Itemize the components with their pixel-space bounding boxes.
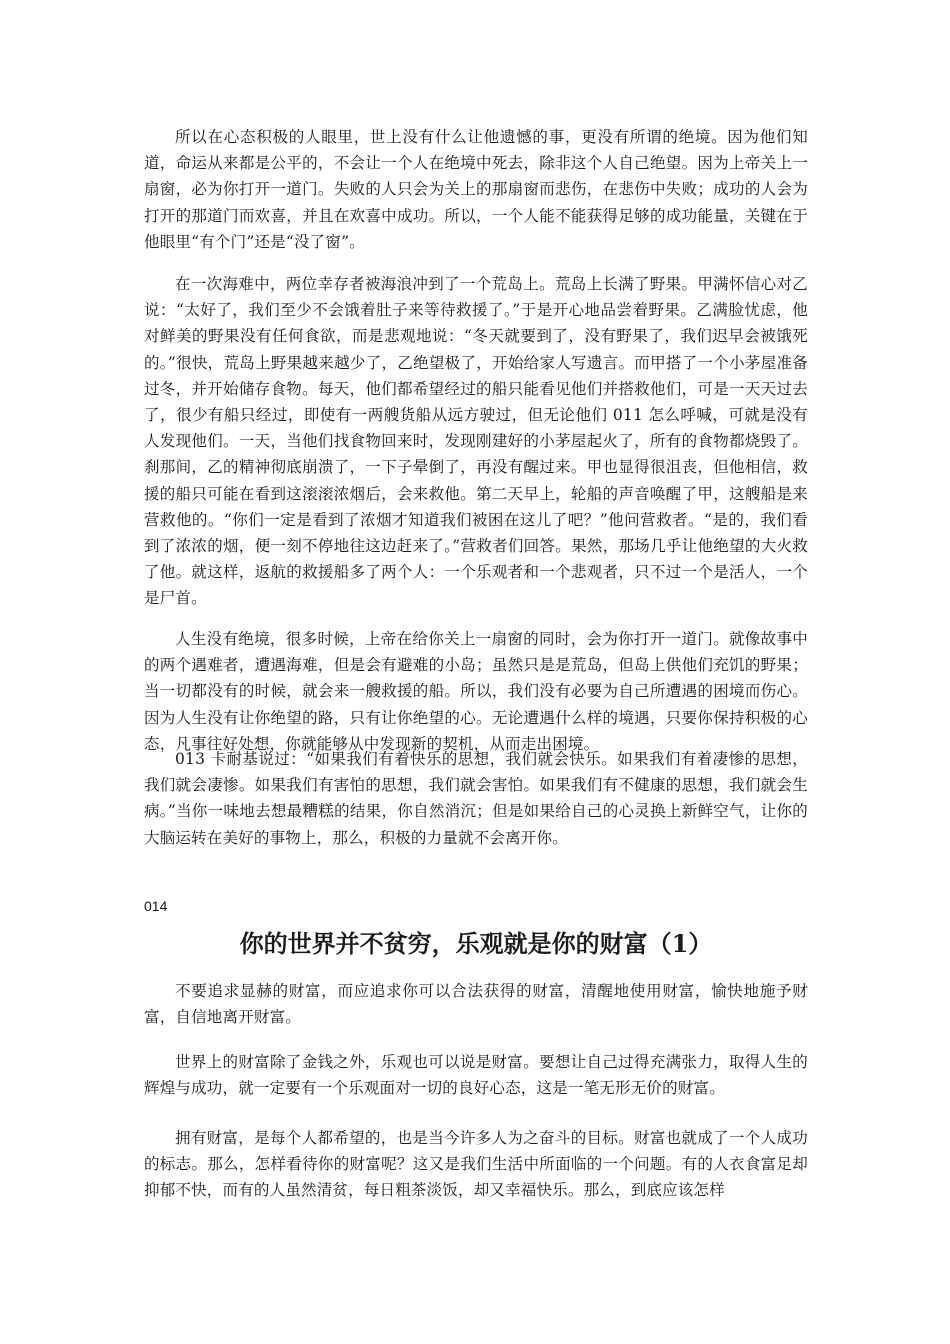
paragraph-carnegie-quote: 013 卡耐基说过：“如果我们有着快乐的思想，我们就会快乐。如果我们有着凄惨的思想，我们就会凄惨。如果我们有害怕的思想，我们就会害怕。如果我们有不健康的思想，我们就会生病。”当你一味地去想最糟糕的结果，你自然消沉；但是如果给自己的心灵换上新鲜空气，让你的大脑运转在美好的事物上，那么，积极的力量就不会离开你。 bbox=[144, 750, 808, 847]
section-heading: 你的世界并不贫穷，乐观就是你的财富（1） bbox=[239, 929, 713, 958]
paragraph-optimism-wealth: 世界上的财富除了金钱之外，乐观也可以说是财富。要想让自己过得充满张力，取得人生的辉煌与成功，就一定要有一个乐观面对一切的良好心态，这是一笔无形无价的财富。 bbox=[144, 1053, 808, 1098]
paragraph-having-wealth: 拥有财富，是每个人都希望的，也是当今许多人为之奋斗的目标。财富也就成了一个人成功的标志。那么，怎样看待你的财富呢？这又是我们生活中所面临的一个问题。有的人衣食富足却抑郁不快，而有的人虽然清贫，每日粗茶淡饭，却又幸福快乐。那么，到底应该怎样 bbox=[144, 1129, 808, 1200]
paragraph-mindset: 所以在心态积极的人眼里，世上没有什么让他遗憾的事，更没有所谓的绝境。因为他们知道，命运从来都是公平的，不会让一个人在绝境中死去，除非这个人自己绝望。因为上帝关上一扇窗，必为你打开一道门。失败的人只会为关上的那扇窗而悲伤，在悲伤中失败；成功的人会为打开的那道门而欢喜，并且在欢喜中成功。所以，一个人能不能获得足够的成功能量，关键在于他眼里“有个门”还是“没了窗”。 bbox=[144, 128, 808, 251]
paragraph-wealth-quote: 不要追求显赫的财富，而应追求你可以合法获得的财富，清醒地使用财富，愉快地施予财富，自信地离开财富。 bbox=[144, 982, 808, 1027]
page-number: 014 bbox=[144, 898, 168, 914]
paragraph-no-dead-end: 人生没有绝境，很多时候，上帝在给你关上一扇窗的同时，会为你打开一道门。就像故事中的两个遇难者，遭遇海难，但是会有避难的小岛；虽然只是是荒岛，但岛上供他们充饥的野果；当一切都没有的时候，就会来一艘救援的船。所以，我们没有必要为自己所遭遇的困境而伤心。因为人生没有让你绝望的路，只有让你绝望的心。无论遭遇什么样的境遇，只要你保持积极的心态，凡事往好处想，你就能够从中发现新的契机，从而走出困境。 bbox=[144, 630, 808, 753]
paragraph-shipwreck-story: 在一次海难中，两位幸存者被海浪冲到了一个荒岛上。荒岛上长满了野果。甲满怀信心对乙说：“太好了，我们至少不会饿着肚子来等待救援了。”于是开心地品尝着野果。乙满脸忧虑，他对鲜美的野果没有任何食欲，而是悲观地说：“冬天就要到了，没有野果了，我们迟早会被饿死的。”很快，荒岛上野果越来越少了，乙绝望极了，开始给家人写遗言。而甲搭了一个小茅屋准备过冬，并开始储存食物。每天，他们都希望经过的船只能看见他们并搭救他们，可是一天天过去了，很少有船只经过，即使有一两艘货船从远方驶过，但无论他们 011 怎么呼喊，可就是没有人发现他们。一天，当他们找食物回来时，发现刚建好的小茅屋起火了，所有的食物都烧毁了。刹那间，乙的精神彻底崩溃了，一下子晕倒了，再没有醒过来。甲也显得很沮丧，但他相信，救援的船只可能在看到这滚滚浓烟后，会来救他。第二天早上，轮船的声音唤醒了甲，这艘船是来营救他的。“你们一定是看到了浓烟才知道我们被困在这儿了吧？”他问营救者。“是的，我们看到了浓浓的烟，便一刻不停地往这边赶来了。”营救者们回答。果然，那场几乎让他绝望的大火救了他。就这样，返航的救援船多了两个人：一个乐观者和一个悲观者，只不过一个是活人，一个是尸首。 bbox=[144, 275, 808, 608]
